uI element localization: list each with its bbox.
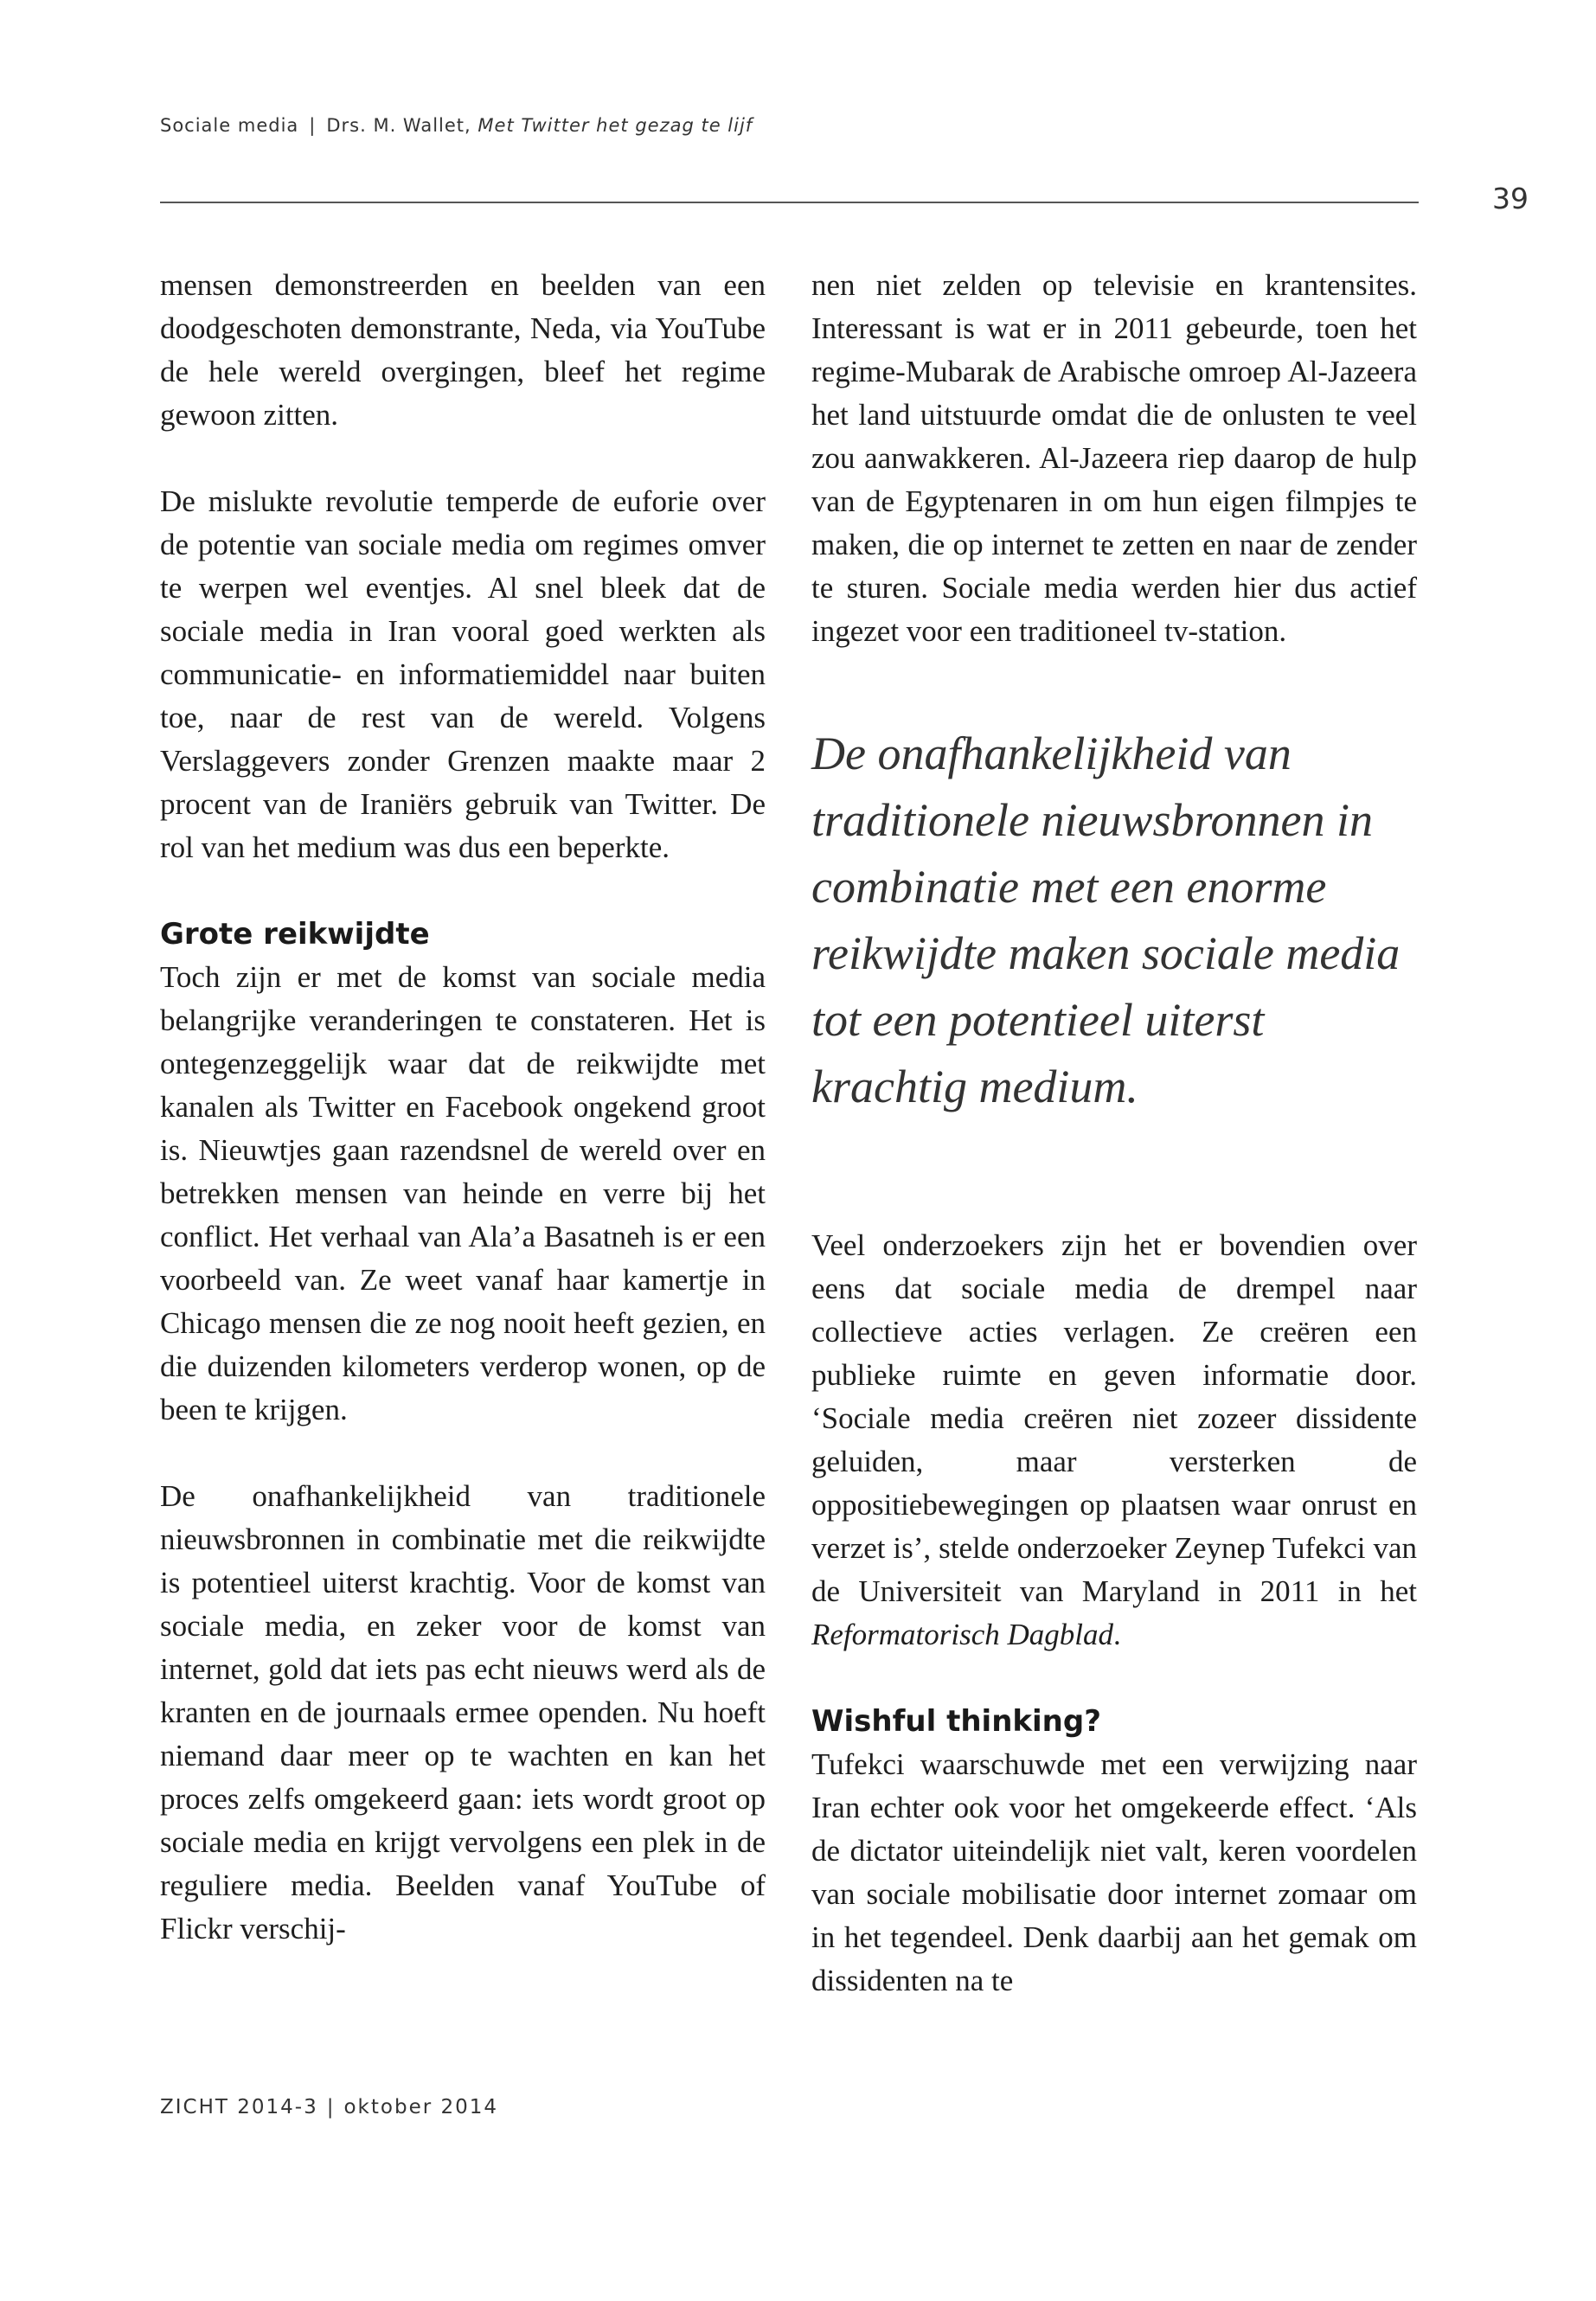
page-number: 39 bbox=[1492, 182, 1529, 215]
right-column bbox=[811, 264, 1417, 2003]
cited-source: Reformatorisch Dagblad bbox=[811, 1618, 1114, 1651]
body-paragraph: De onafhankelijkheid van traditionele nieuwsbronnen in combinatie met die reikwijdte is potentieel uiterst krachtig. Voor de komst van sociale media, en zeker voor de komst van internet, gold dat iets pas echt nieuws werd als de kranten en de journaals ermee openden. Nu hoeft niemand daar meer op te wachten en kan het proces zelfs omgekeerd gaan: iets wordt groot op sociale media en krijgt vervolgens een plek in de reguliere media. Beelden vanaf YouTube of Flickr verschij- bbox=[160, 1479, 766, 1945]
article-title: Met Twitter het gezag te lijf bbox=[478, 115, 753, 136]
section-heading: Grote reikwijdte bbox=[160, 917, 430, 952]
paragraph-end: . bbox=[1113, 1618, 1121, 1651]
journal-issue: ZICHT 2014-3 bbox=[160, 2096, 318, 2118]
header-rule bbox=[160, 202, 1419, 203]
body-paragraph: Tufekci waarschuwde met een verwijzing naar Iran echter ook voor het omgekeerde effect. ‘Als de dictator uiteindelijk niet valt, keren voordelen van sociale mobilisatie door internet zomaar om in het tegendeel. Denk daarbij aan het gemak om dissidenten na te bbox=[811, 1747, 1417, 1997]
paragraph-text: Veel onderzoekers zijn het er bovendien over eens dat sociale media de drempel naar collectieve acties verlagen. Ze creëren een publieke ruimte en geven informatie door. ‘Sociale media creëren niet zozeer dissidente geluiden, maar versterken de oppositiebewegingen op plaatsen waar onrust en verzet is’, stelde onderzoeker Zeynep Tufekci van de Universiteit van Maryland in 2011 in het bbox=[811, 1228, 1417, 1608]
body-paragraph: Toch zijn er met de komst van sociale media belangrijke veranderingen te constateren. Het is ontegenzeggelijk waar dat de reikwijdte met kanalen als Twitter en Facebook ongekend groot is. Nieuwtjes gaan razendsnel de wereld over en betrekken mensen van heinde en verre bij het conflict. Het verhaal van Ala’a Basatneh is er een voorbeeld van. Ze weet vanaf haar kamertje in Chicago mensen die ze nog nooit heeft gezien, en die duizenden kilometers verderop wonen, op de been te krijgen. bbox=[160, 960, 766, 1426]
footer bbox=[160, 2096, 498, 2118]
pull-quote: De onafhankelijkheid van traditionele nieuwsbronnen in combinatie met een enorme reikwijdte maken sociale media tot een potentieel uiterst krachtig medium. bbox=[811, 727, 1401, 1112]
left-column bbox=[160, 264, 766, 1951]
footer-separator: | bbox=[326, 2096, 336, 2118]
header-separator: | bbox=[309, 115, 317, 136]
body-paragraph: mensen demonstreerden en beelden van een doodgeschoten demonstrante, Neda, via YouTube de hele wereld overgingen, bleef het regime gewoon zitten. bbox=[160, 268, 766, 432]
body-paragraph bbox=[811, 1224, 1417, 1657]
body-paragraph: nen niet zelden op televisie en krantensites. Interessant is wat er in 2011 gebeurde, toen het regime-Mubarak de Arabische omroep Al-Jazeera het land uitstuurde omdat die de onlusten te veel zou aanwakkeren. Al-Jazeera riep daarop de hulp van de Egyptenaren in om hun eigen filmpjes te maken, die op internet te zetten en naar de zender te sturen. Sociale media werden hier dus actief ingezet voor een traditioneel tv-station. bbox=[811, 268, 1417, 648]
issue-date: oktober 2014 bbox=[343, 2096, 499, 2118]
section-name: Sociale media bbox=[160, 115, 299, 136]
section-heading: Wishful thinking? bbox=[811, 1704, 1101, 1739]
running-head bbox=[160, 115, 753, 136]
body-paragraph: De mislukte revolutie temperde de euforie over de potentie van sociale media om regimes omver te werpen wel eventjes. Al snel bleek dat de sociale media in Iran vooral goed werkten als communicatie- en informatiemiddel naar buiten toe, naar de rest van de wereld. Volgens Verslaggevers zonder Grenzen maakte maar 2 procent van de Iraniërs gebruik van Twitter. De rol van het medium was dus een beperkte. bbox=[160, 484, 766, 864]
author-name: Drs. M. Wallet, bbox=[326, 115, 471, 136]
